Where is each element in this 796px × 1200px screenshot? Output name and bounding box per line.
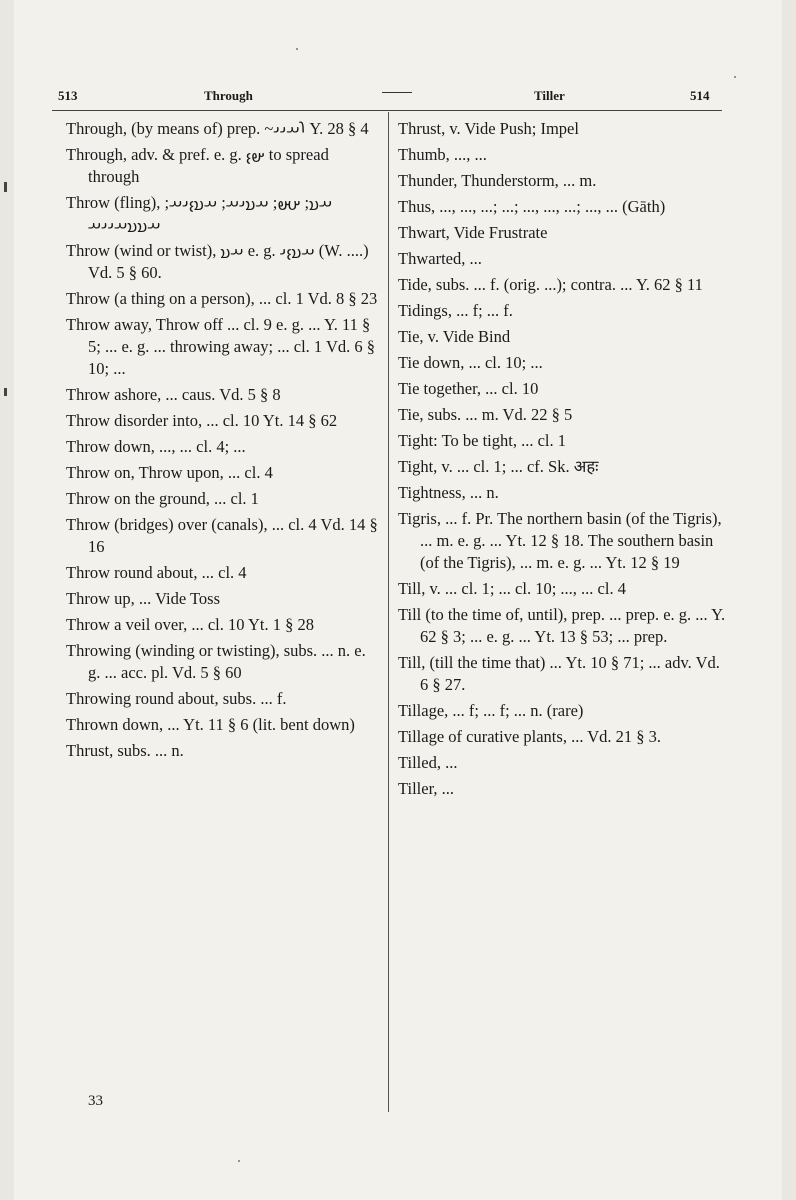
dictionary-entry: Throw down, ..., ... cl. 4; ... (66, 437, 246, 456)
dictionary-entry: Till, v. ... cl. 1; ... cl. 10; ..., ... cl. 4 (398, 579, 626, 598)
dictionary-entry: Throw round about, ... cl. 4 (66, 563, 247, 582)
dictionary-entry: Thrown down, ... Yt. 11 § 6 (lit. bent down) (66, 715, 355, 734)
column-divider (388, 112, 389, 1112)
paper-speck (296, 48, 298, 50)
dictionary-entry: Tilled, ... (398, 753, 458, 772)
dictionary-entry: Tide, subs. ... f. (orig. ...); contra. ... Y. 62 § 11 (398, 275, 703, 294)
dictionary-entry: Tidings, ... f; ... f. (398, 301, 513, 320)
dictionary-entry: Throw a veil over, ... cl. 10 Yt. 1 § 28 (66, 615, 315, 634)
left-page-number: 513 (58, 88, 78, 103)
dictionary-entry: Throw up, ... Vide Toss (66, 589, 220, 608)
dictionary-entry: Till, (till the time that) ... Yt. 10 § 71; ... adv. Vd. 6 § 27. (398, 653, 720, 694)
dictionary-entry: Tie down, ... cl. 10; ... (398, 353, 543, 372)
dictionary-entry: Throw (fling), 𐬀𐬯; 𐬀𐬵; 𐬀𐬯𐬌𐬀; 𐬀𐬯𐬆𐬌𐬀; 𐬀𐬯𐬯𐬀𐬌𐬌𐬀 (66, 193, 333, 234)
dictionary-entry: Thumb, ..., ... (398, 145, 487, 164)
dictionary-entry: Tigris, ... f. Pr. The northern basin (of the Tigris), ... m. e. g. ... Yt. 12 § 18. The southern basin (of the Tigris), ... m. e. g. ... Yt. 12 § 19 (398, 509, 722, 572)
dictionary-entry: Tillage of curative plants, ... Vd. 21 § 3. (398, 727, 662, 746)
running-header (0, 82, 796, 112)
paper-speck (734, 76, 736, 78)
dictionary-entry: Thus, ..., ..., ...; ...; ..., ..., ...; ..., ... (Gāth) (398, 197, 666, 216)
dictionary-entry: Throw ashore, ... caus. Vd. 5 § 8 (66, 385, 281, 404)
dictionary-entry: Throw on, Throw upon, ... cl. 4 (66, 463, 273, 482)
right-column (398, 118, 728, 804)
dictionary-entry: Thwart, Vide Frustrate (398, 223, 548, 242)
dictionary-entry: Till (to the time of, until), prep. ... prep. e. g. ... Y. 62 § 3; ... e. g. ... Yt. 13 § 53; ... prep. (398, 605, 726, 646)
header-dash (382, 92, 412, 93)
dictionary-entry: Thwarted, ... (398, 249, 482, 268)
dictionary-entry: Through, adv. & pref. e. g. 𐬵𐬆 to spread through (66, 145, 329, 186)
dictionary-entry: Tie, v. Vide Bind (398, 327, 511, 346)
footer-page-number: 33 (88, 1093, 103, 1109)
right-page-number: 514 (690, 88, 710, 103)
dictionary-entry: Through, (by means of) prep. ~𐬭𐬀𐬌𐬌 Y. 28 § 4 (66, 119, 369, 138)
dictionary-entry: Throw (wind or twist), 𐬀𐬯 e. g. 𐬀𐬯𐬆𐬌 (W. ....) Vd. 5 § 60. (66, 241, 369, 282)
dictionary-entry: Tillage, ... f; ... f; ... n. (rare) (398, 701, 584, 720)
header-rule (52, 110, 722, 111)
dictionary-entry: Tie, subs. ... m. Vd. 22 § 5 (398, 405, 573, 424)
dictionary-entry: Thunder, Thunderstorm, ... m. (398, 171, 597, 190)
dictionary-entry: Tiller, ... (398, 779, 455, 798)
dictionary-entry: Throw (a thing on a person), ... cl. 1 Vd. 8 § 23 (66, 289, 378, 308)
dictionary-entry: Tight, v. ... cl. 1; ... cf. Sk. अहः (398, 457, 599, 476)
dictionary-entry: Throwing (winding or twisting), subs. ... n. e. g. ... acc. pl. Vd. 5 § 60 (66, 641, 366, 682)
binding-mark (4, 388, 7, 396)
dictionary-entry: Thrust, v. Vide Push; Impel (398, 119, 579, 138)
dictionary-entry: Throw away, Throw off ... cl. 9 e. g. ... Y. 11 § 5; ... e. g. ... throwing away; ... cl. 1 Vd. 6 § 10; ... (66, 315, 376, 378)
dictionary-entry: Tie together, ... cl. 10 (398, 379, 539, 398)
dictionary-entry: Tight: To be tight, ... cl. 1 (398, 431, 566, 450)
right-guide-word: Tiller (534, 88, 565, 103)
binding-mark (4, 182, 7, 192)
paper-speck (238, 1160, 240, 1162)
left-guide-word: Through (204, 88, 253, 103)
dictionary-entry: Thrust, subs. ... n. (66, 741, 184, 760)
dictionary-entry: Throw on the ground, ... cl. 1 (66, 489, 259, 508)
dictionary-entry: Throw disorder into, ... cl. 10 Yt. 14 § 62 (66, 411, 338, 430)
dictionary-entry: Tightness, ... n. (398, 483, 499, 502)
dictionary-entry: Throwing round about, subs. ... f. (66, 689, 287, 708)
dictionary-entry: Throw (bridges) over (canals), ... cl. 4 Vd. 14 § 16 (66, 515, 378, 556)
left-column (66, 118, 381, 766)
